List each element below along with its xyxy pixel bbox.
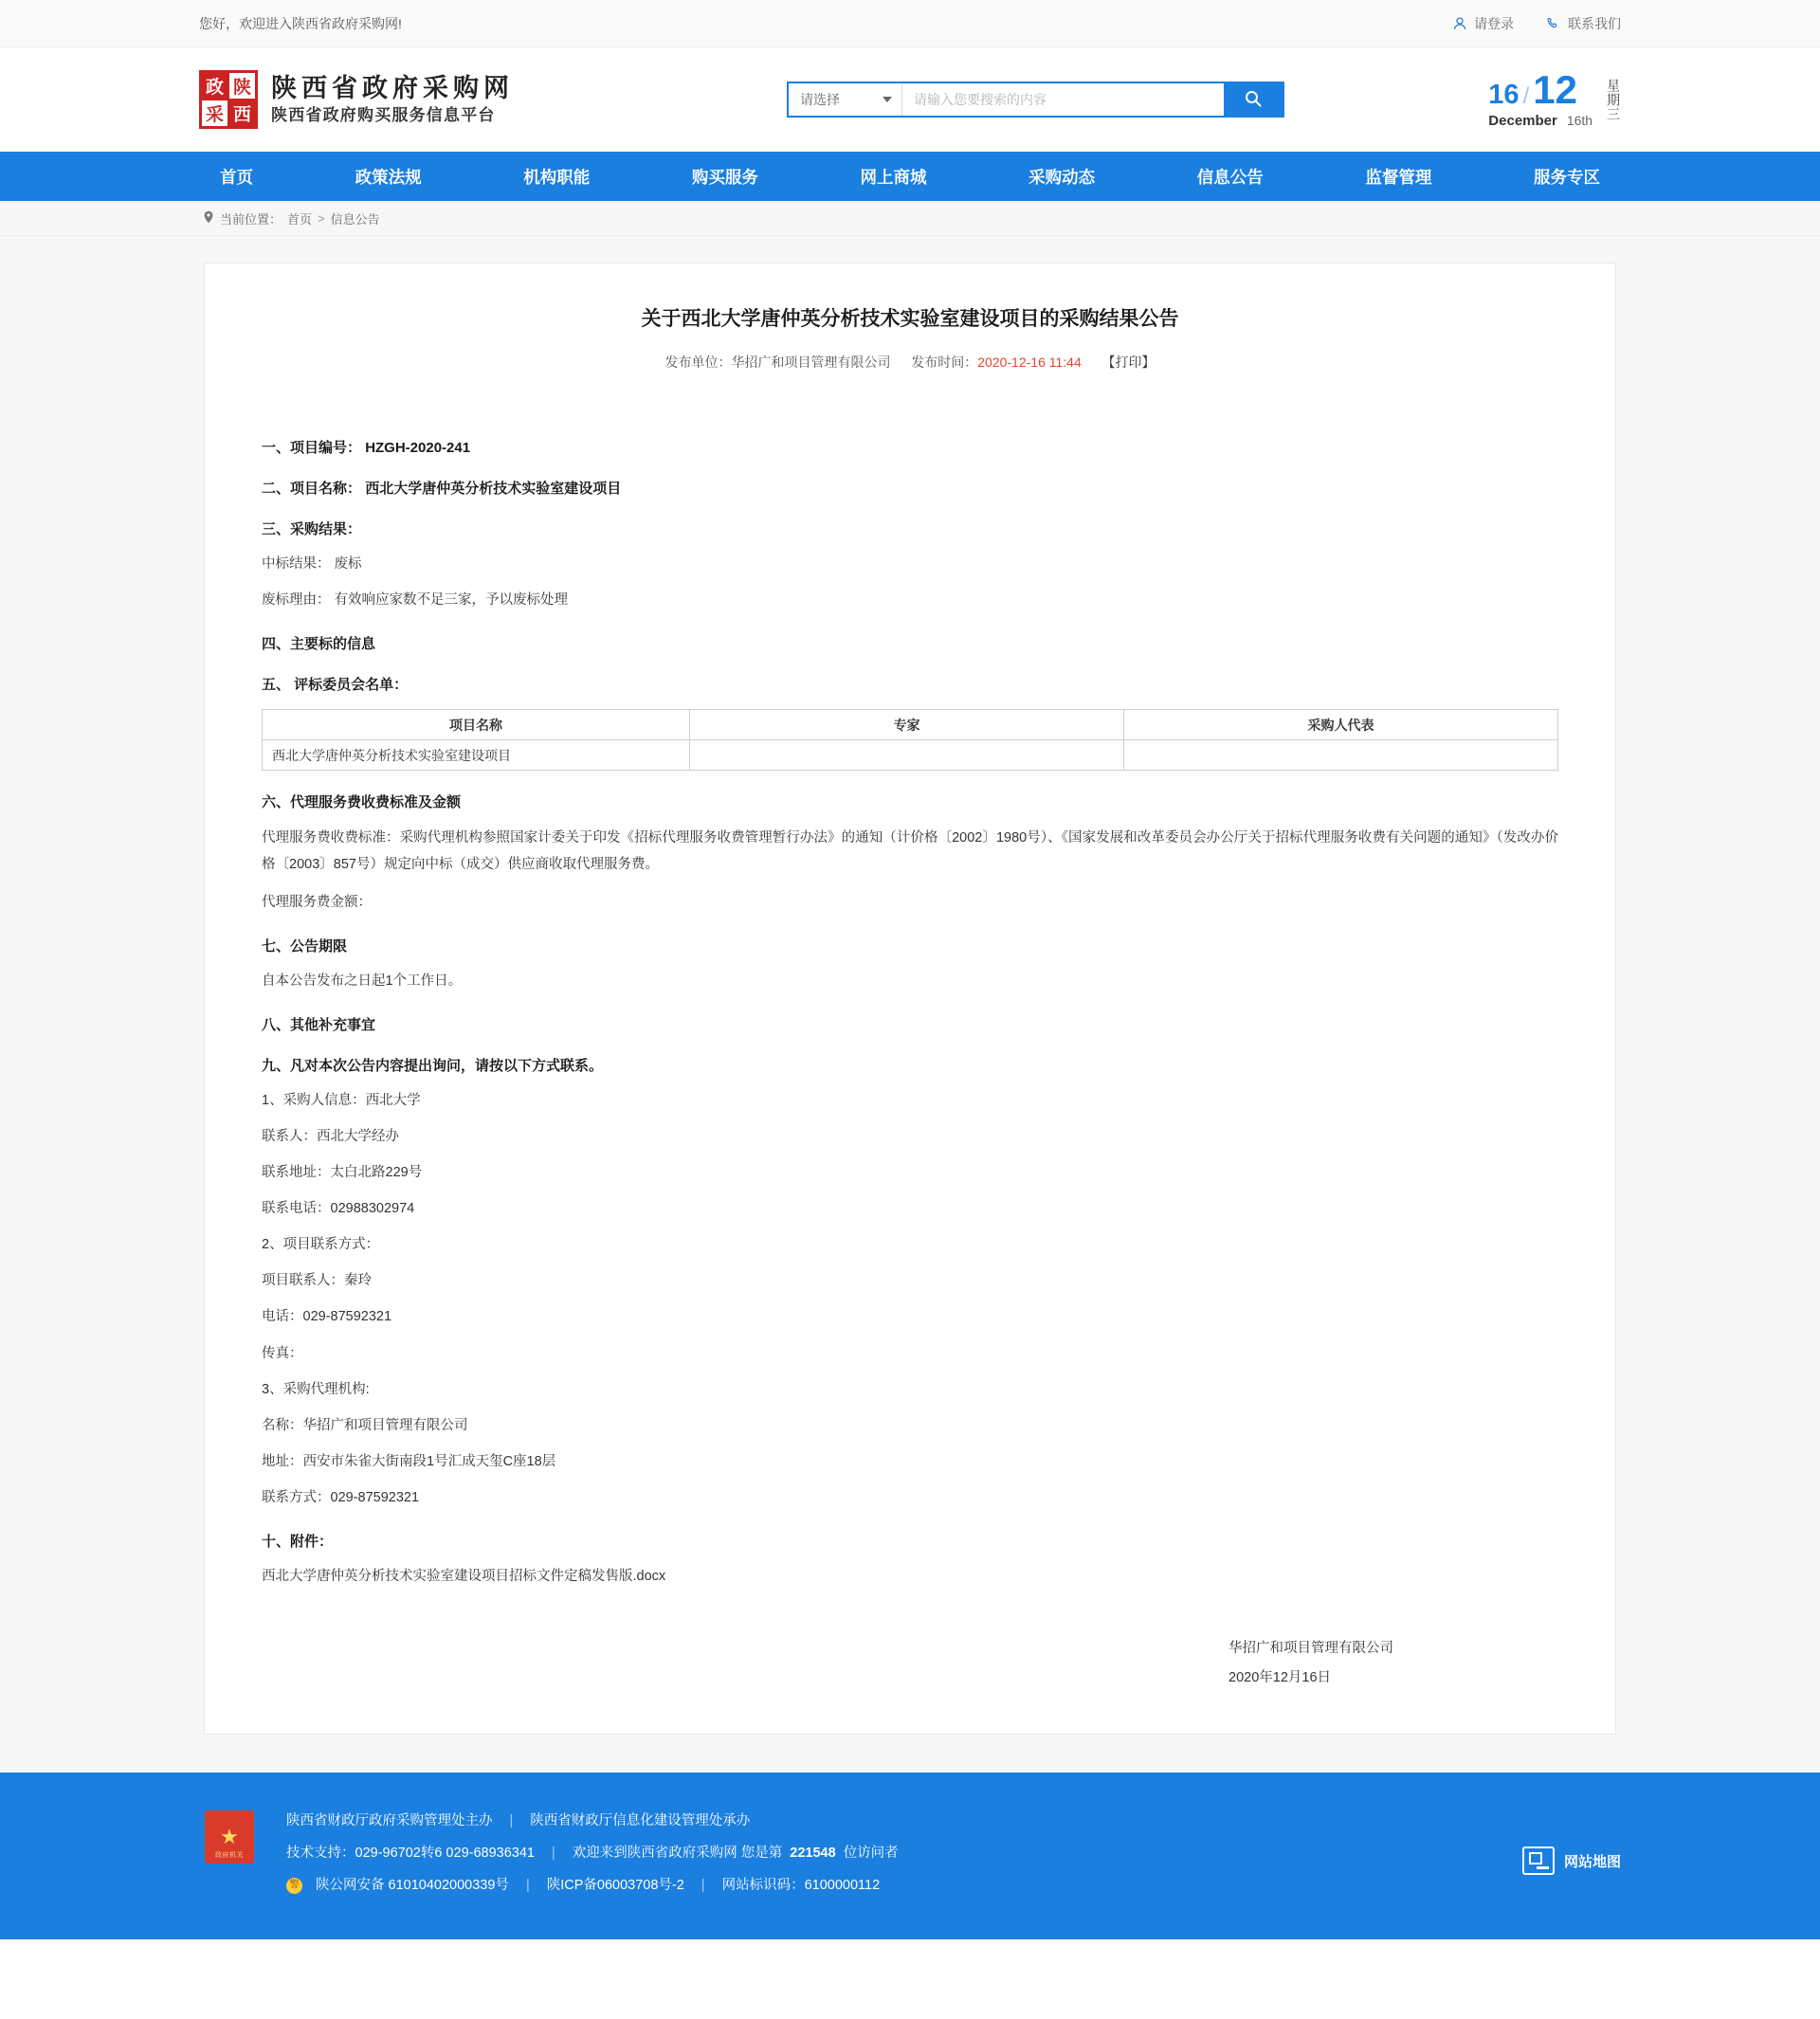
section-4-heading: 四、主要标的信息 <box>262 636 376 653</box>
footer-visitor-text: 欢迎来到陕西省政府采购网 您是第 <box>572 1846 783 1862</box>
section-2-label: 二、项目名称： <box>262 481 362 497</box>
police-badge-icon: 警 <box>286 1878 302 1894</box>
bid-fail-reason-value: 有效响应家数不足三家，予以废标处理 <box>334 592 569 609</box>
project-name: 西北大学唐仲英分析技术实验室建设项目 <box>365 481 622 497</box>
login-link[interactable] <box>1452 14 1514 33</box>
date-weekday: 星期三 <box>1606 78 1621 121</box>
contact-line: 联系人：西北大学经办 <box>262 1129 399 1144</box>
content-area <box>0 236 1820 1773</box>
publish-time-value: 2020-12-16 11:44 <box>977 355 1082 370</box>
publisher-value: 华招广和项目管理有限公司 <box>731 355 891 370</box>
footer-icp[interactable]: 陕ICP备06003708号-2 <box>546 1878 684 1894</box>
nav-item-online-mall[interactable]: 网上商城 <box>860 167 927 187</box>
contact-line: 传真： <box>262 1345 303 1361</box>
contact-line: 电话：029-87592321 <box>262 1309 392 1325</box>
section-10-heading: 十、附件： <box>262 1534 334 1551</box>
nav-item-functions[interactable]: 机构职能 <box>523 167 591 187</box>
agency-fee-standard: 代理服务费收费标准：采购代理机构参照国家计委关于印发《招标代理服务收费管理暂行办法》的通知（计价格〔2002〕1980号）、《国家发展和改革委员会办公厅关于招标代理服务收费有关问题的通知》（发改办价格〔2003〕857号）规定向中标（成交）供应商收取代理服务费。 <box>262 830 1558 873</box>
project-number: HZGH-2020-241 <box>365 440 471 456</box>
article-card <box>204 263 1616 1735</box>
page-title: 关于西北大学唐仲英分析技术实验室建设项目的采购结果公告 <box>641 308 1179 330</box>
search-icon <box>1244 89 1263 111</box>
logo-char-3: 采 <box>202 100 228 126</box>
breadcrumb <box>199 201 1621 236</box>
breadcrumb-separator: > <box>318 211 325 226</box>
nav-item-supervision[interactable]: 监督管理 <box>1365 167 1432 187</box>
table-cell-project: 西北大学唐仲英分析技术实验室建设项目 <box>263 740 690 771</box>
bid-result-row <box>262 552 1558 576</box>
contact-line: 联系地址：太白北路229号 <box>262 1165 423 1181</box>
contact-line: 项目联系人：秦玲 <box>262 1273 372 1289</box>
search-input[interactable] <box>902 83 1224 116</box>
emblem-label: 政府机关 <box>215 1852 244 1859</box>
article-meta <box>243 353 1577 405</box>
section-1-heading <box>262 437 1558 457</box>
site-footer <box>0 1773 1820 1939</box>
logo-char-4: 西 <box>229 100 255 126</box>
contact-line: 名称：华招广和项目管理有限公司 <box>262 1417 468 1433</box>
article-body <box>243 405 1577 1692</box>
date-slash: / <box>1522 83 1530 109</box>
footer-host: 陕西省财政厅政府采购管理处主办 <box>286 1813 493 1828</box>
site-header <box>0 47 1820 152</box>
notice-period-text: 自本公告发布之日起1个工作日。 <box>262 973 463 989</box>
contact-line: 3、采购代理机构: <box>262 1381 370 1397</box>
logo-char-2: 陕 <box>229 73 255 99</box>
date-month: 12 <box>1533 67 1577 112</box>
agency-fee-amount: 代理服务费金额： <box>262 894 372 910</box>
table-header-buyer-rep: 采购人代表 <box>1124 710 1558 740</box>
map-icon <box>1522 1846 1555 1875</box>
signature-company: 华招广和项目管理有限公司 <box>1228 1641 1393 1657</box>
table-cell-expert <box>690 740 1124 771</box>
breadcrumb-prefix: 当前位置： <box>220 212 282 227</box>
search-category-label: 请选择 <box>800 92 840 107</box>
bid-result-label: 中标结果： <box>262 556 331 572</box>
star-icon: ★ <box>220 1825 239 1848</box>
signature-block <box>262 1634 1558 1692</box>
footer-line-1: 陕西省财政厅政府采购管理处主办 | 陕西省财政厅信息化建设管理处承办 <box>286 1805 899 1837</box>
attachment-link[interactable]: 西北大学唐仲英分析技术实验室建设项目招标文件定稿发售版.docx <box>262 1569 666 1585</box>
site-subtitle: 陕西省政府购买服务信息平台 <box>271 105 496 124</box>
date-widget <box>1488 67 1621 129</box>
bid-result-value: 废标 <box>334 556 362 572</box>
date-month-en: December <box>1488 113 1557 129</box>
table-header-expert: 专家 <box>690 710 1124 740</box>
login-label: 请登录 <box>1474 15 1514 31</box>
section-2-heading <box>262 478 1558 498</box>
search-bar <box>787 82 1284 118</box>
location-pin-icon <box>203 210 214 227</box>
contact-label: 联系我们 <box>1568 15 1621 31</box>
publish-time-label: 发布时间： <box>911 355 978 370</box>
contact-line: 联系方式：029-87592321 <box>262 1489 420 1505</box>
user-icon <box>1452 16 1467 31</box>
nav-item-announcements[interactable]: 信息公告 <box>1196 167 1264 187</box>
chevron-down-icon <box>883 97 892 102</box>
contact-line: 地址：西安市朱雀大街南段1号汇成天玺C座18层 <box>262 1453 556 1469</box>
footer-visitor-suffix: 位访问者 <box>843 1846 899 1862</box>
section-7-heading: 七、公告期限 <box>262 937 348 955</box>
bid-fail-reason-row <box>262 588 1558 612</box>
breadcrumb-home[interactable]: 首页 <box>287 212 313 227</box>
nav-item-service-zone[interactable]: 服务专区 <box>1534 167 1600 187</box>
sitemap-label: 网站地图 <box>1563 1853 1621 1870</box>
breadcrumb-current[interactable]: 信息公告 <box>330 212 380 227</box>
footer-line-2: 技术支持：029-96702转6 029-68936341 | 欢迎来到陕西省政府采购网 您是第 221548 位访问者 <box>286 1837 899 1869</box>
section-8-heading: 八、其他补充事宜 <box>262 1016 376 1033</box>
table-header-project: 项目名称 <box>263 710 690 740</box>
search-button[interactable] <box>1224 83 1283 116</box>
signature-date: 2020年12月16日 <box>1228 1669 1332 1685</box>
breadcrumb-bar <box>0 201 1820 236</box>
phone-icon <box>1546 16 1561 31</box>
footer-operator: 陕西省财政厅信息化建设管理处承办 <box>530 1813 751 1828</box>
section-9-heading: 九、凡对本次公告内容提出询问，请按以下方式联系。 <box>262 1057 604 1074</box>
top-bar <box>0 0 1820 47</box>
contact-link[interactable] <box>1546 14 1621 33</box>
date-day: 16 <box>1488 80 1520 110</box>
publisher-label: 发布单位： <box>664 355 732 370</box>
search-category-select[interactable] <box>789 83 902 116</box>
logo-mark-icon <box>199 70 258 129</box>
footer-visitor-count: 221548 <box>790 1846 836 1862</box>
contact-line: 联系电话：02988302974 <box>262 1201 415 1217</box>
nav-item-purchase-service[interactable]: 购买服务 <box>691 167 758 187</box>
logo-char-1: 政 <box>202 73 228 99</box>
section-1-label: 一、项目编号： <box>262 440 362 456</box>
bid-fail-reason-label: 废标理由： <box>262 592 331 609</box>
table-header-row <box>263 710 1558 740</box>
welcome-text: 您好，欢迎进入陕西省政府采购网! <box>199 15 402 31</box>
nav-item-procurement-news[interactable]: 采购动态 <box>1028 167 1096 187</box>
sitemap-link[interactable] <box>1522 1846 1621 1875</box>
contact-line: 1、采购人信息：西北大学 <box>262 1092 421 1108</box>
footer-line-3: 警 陕公网安备 61010402000339号 | 陕ICP备06003708号-2 | 网站标识码：6100000112 <box>286 1869 899 1901</box>
nav-item-policy[interactable]: 政策法规 <box>355 167 422 187</box>
footer-support: 技术支持：029-96702转6 029-68936341 <box>286 1846 535 1862</box>
section-3-heading: 三、采购结果： <box>262 521 362 537</box>
government-emblem-icon <box>205 1810 254 1864</box>
footer-site-id: 网站标识码：6100000112 <box>721 1878 881 1894</box>
table-cell-buyer-rep <box>1124 740 1558 771</box>
footer-police-record[interactable]: 陕公网安备 61010402000339号 <box>316 1878 509 1894</box>
main-nav <box>0 152 1820 201</box>
site-logo[interactable] <box>199 70 787 129</box>
table-row <box>263 740 1558 771</box>
section-5-heading: 五、 评标委员会名单： <box>262 677 409 694</box>
jury-table <box>262 709 1558 771</box>
date-day-en: 16th <box>1566 113 1593 128</box>
contact-line: 2、项目联系方式： <box>262 1237 380 1253</box>
nav-item-home[interactable]: 首页 <box>220 167 253 187</box>
print-button[interactable]: 【打印】 <box>1101 355 1156 370</box>
site-name: 陕西省政府采购网 <box>271 74 514 103</box>
section-6-heading: 六、代理服务费收费标准及金额 <box>262 794 462 811</box>
